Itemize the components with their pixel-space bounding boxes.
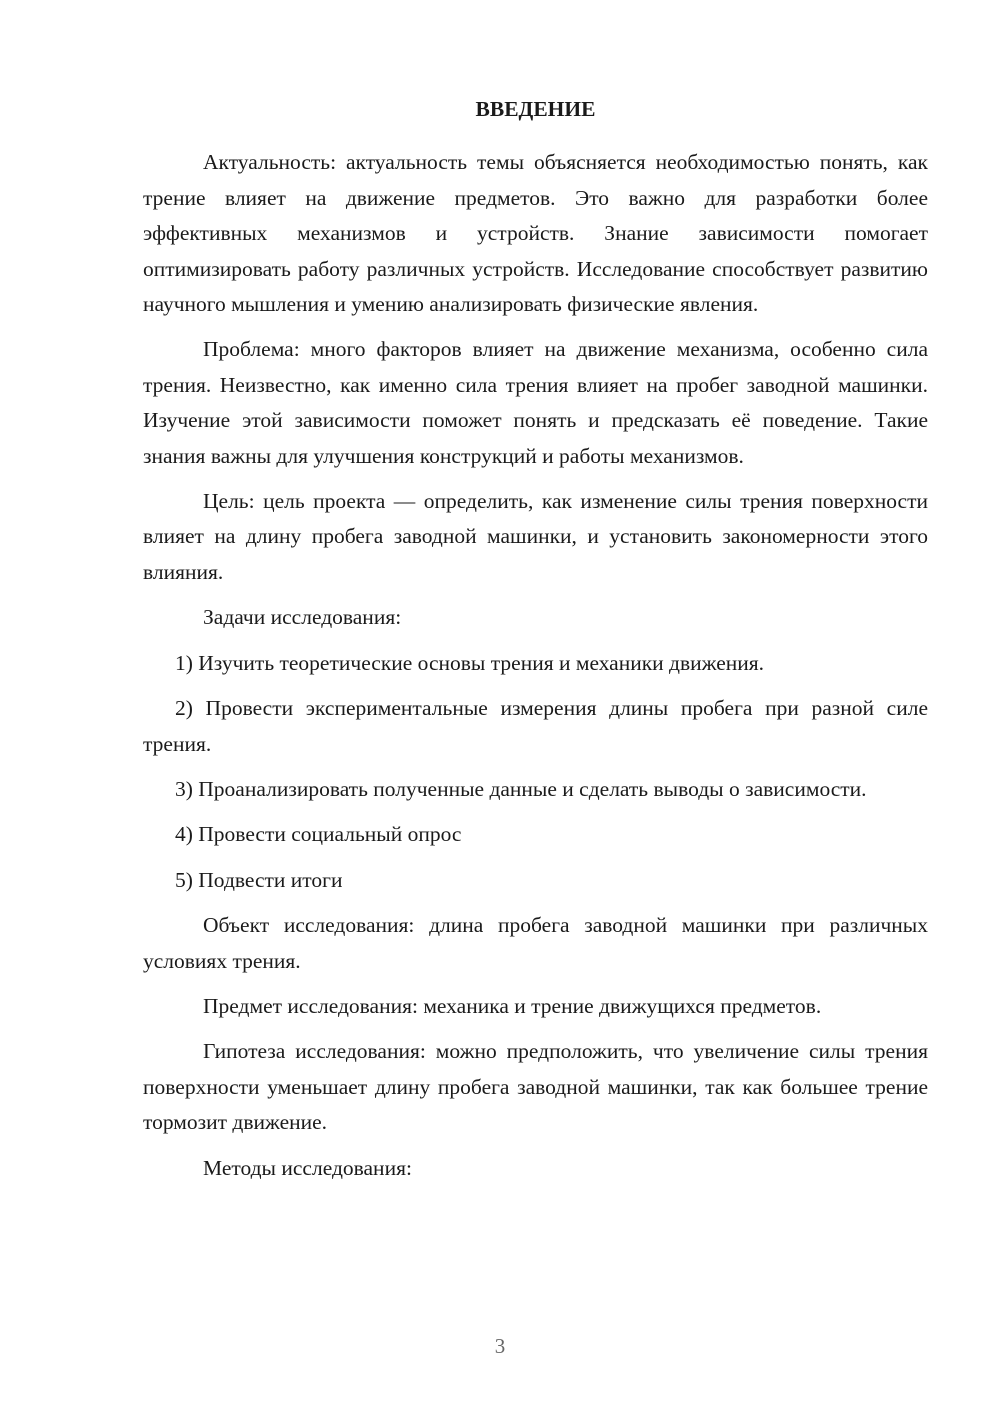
task-item-5: 5) Подвести итоги [175,867,343,892]
paragraph-relevance: Актуальность: актуальность темы объясняется необходимостью понять, как трение влияет на движение предметов. Это важно для разработки более эффективных механизмов и устройств. Знание зависимости помогает оптимизировать работу различных устройств. Исследование способствует развитию научного мышления и умению анализировать физические явления. [143,150,928,317]
paragraph-hypothesis: Гипотеза исследования: можно предположить, что увеличение силы трения поверхности уменьшает длину пробега заводной машинки, так как большее трение тормозит движение. [143,1039,928,1135]
paragraph-methods: Методы исследования: [203,1155,412,1180]
paragraph-problem: Проблема: много факторов влияет на движение механизма, особенно сила трения. Неизвестно, как именно сила трения влияет на пробег заводной машинки. Изучение этой зависимости поможет понять и предсказать её поведение. Такие знания важны для улучшения конструкций и работы механизмов. [143,337,928,468]
paragraph-goal: Цель: цель проекта — определить, как изменение силы трения поверхности влияет на длину пробега заводной машинки, и установить закономерности этого влияния. [143,489,928,584]
task-item-2: 2) Провести экспериментальные измерения длины пробега при разной силе трения. [143,696,928,756]
page-number: 3 [494,1334,506,1358]
paragraph-subject: Предмет исследования: механика и трение движущихся предметов. [203,993,822,1018]
paragraph-object: Объект исследования: длина пробега заводной машинки при различных условиях трения. [143,913,928,973]
paragraph-tasks-heading: Задачи исследования: [203,605,402,630]
task-item-3: 3) Проанализировать полученные данные и сделать выводы о зависимости. [175,776,867,801]
section-title: ВВЕДЕНИЕ [475,97,596,121]
document-page [143,92,928,1196]
task-item-1: 1) Изучить теоретические основы трения и механики движения. [175,650,765,675]
task-item-4: 4) Провести социальный опрос [175,822,462,847]
